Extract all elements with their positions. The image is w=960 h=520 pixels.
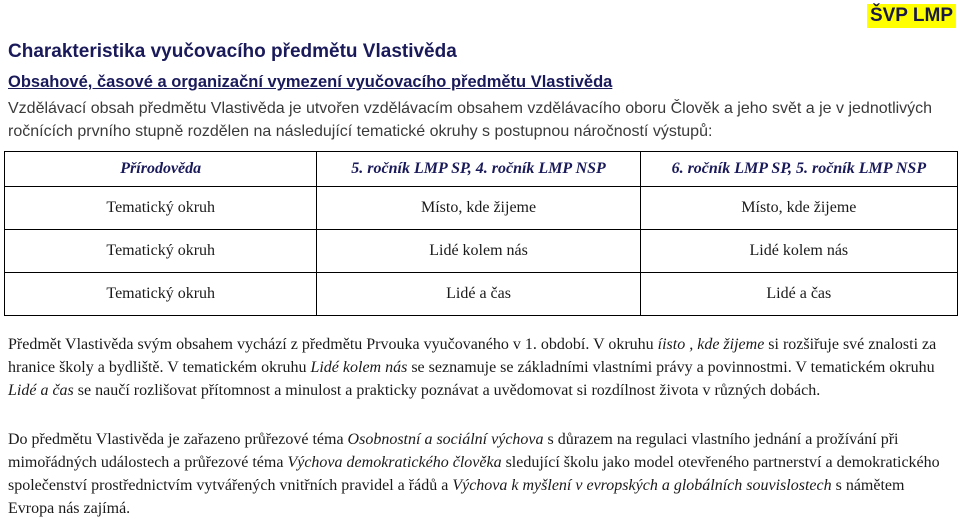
italic-topic: Lidé a čas bbox=[8, 382, 74, 399]
table-row bbox=[5, 187, 958, 230]
table-cell: Tematický okruh bbox=[5, 273, 317, 316]
intro-paragraph: Vzdělávací obsah předmětu Vlastivěda je utvořen vzdělávacím obsahem vzdělávacího oboru Člověk a jeho svět a je v jednotlivých ročnících prvního stupně rozdělen na následující tematické okruhy s postupnou náročností výstupů: bbox=[8, 100, 933, 140]
table-cell: Tematický okruh bbox=[5, 230, 317, 273]
table-cell: Místo, kde žijeme bbox=[640, 187, 957, 230]
page-title: Charakteristika vyučovacího předmětu Vlastivěda bbox=[8, 41, 457, 62]
table-cell: Lidé kolem nás bbox=[317, 230, 640, 273]
table-header-row bbox=[5, 152, 958, 187]
italic-topic: Výchova demokratického člověka bbox=[287, 454, 502, 471]
table-row bbox=[5, 230, 958, 273]
table-cell: Lidé a čas bbox=[640, 273, 957, 316]
text-run: s námětem Evropa nás zajímá. bbox=[8, 477, 905, 517]
header-grade-5: 5. ročník LMP SP, 4. ročník LMP NSP bbox=[317, 152, 640, 187]
header-subject: Přírodověda bbox=[5, 152, 317, 187]
table-cell: Místo, kde žijeme bbox=[317, 187, 640, 230]
text-run: Do předmětu Vlastivěda je zařazeno průřezové téma bbox=[8, 431, 348, 448]
text-run: se seznamuje se základními vlastními právy a povinnostmi. V tematickém okruhu bbox=[407, 359, 935, 376]
header-grade-6: 6. ročník LMP SP, 5. ročník LMP NSP bbox=[640, 152, 957, 187]
table-row bbox=[5, 273, 958, 316]
table-cell: Lidé kolem nás bbox=[640, 230, 957, 273]
section-subtitle: Obsahové, časové a organizační vymezení vyučovacího předmětu Vlastivěda bbox=[8, 73, 613, 91]
cross-curricular-paragraph bbox=[8, 428, 953, 520]
text-run: s důrazem na regulaci vlastního jednání a prožívání při mimořádných událostech a průřezové téma bbox=[8, 431, 899, 471]
italic-topic: Výchova k myšlení v evropských a globálních souvislostech bbox=[452, 477, 832, 494]
text-run: sledující školu jako model otevřeného partnerství a demokratického společenství prostřednictvím vytvářených vnitřních pravidel a řádů a bbox=[8, 454, 940, 494]
text-run: si rozšiřuje své znalosti za hranice školy a bydliště. V tematickém okruhu bbox=[8, 336, 937, 376]
italic-topic: Lidé kolem nás bbox=[310, 359, 408, 376]
table-cell: Lidé a čas bbox=[317, 273, 640, 316]
svp-lmp-badge: ŠVP LMP bbox=[867, 4, 956, 28]
italic-topic: Osobnostní a sociální výchova bbox=[347, 431, 544, 448]
table-cell: Tematický okruh bbox=[5, 187, 317, 230]
text-run: se naučí rozlišovat přítomnost a minulost a prakticky poznávat a uvědomovat si rozdílnost života v různých dobách. bbox=[73, 382, 821, 399]
text-run: Předmět Vlastivěda svým obsahem vychází z předmětu Prvouka vyučovaného v 1. období. V okruhu bbox=[8, 336, 658, 353]
subject-description-paragraph bbox=[8, 333, 953, 402]
thematic-areas-table bbox=[4, 151, 958, 316]
italic-topic: íisto , kde žijeme bbox=[657, 336, 765, 353]
